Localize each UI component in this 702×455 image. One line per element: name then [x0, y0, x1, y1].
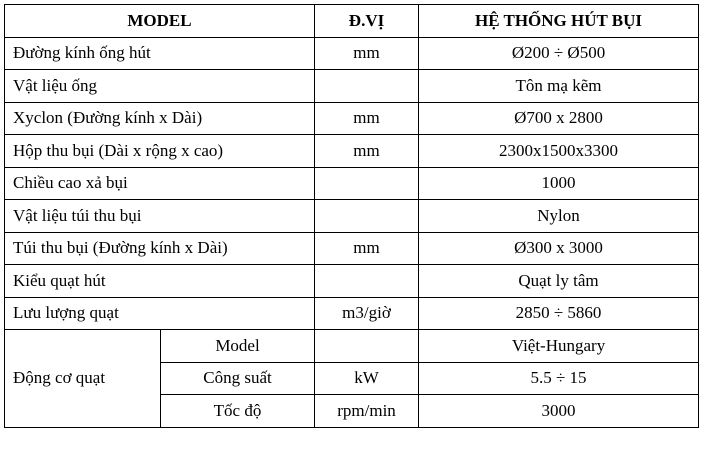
motor-sub-value: 5.5 ÷ 15: [419, 362, 699, 395]
motor-sub-value: 3000: [419, 395, 699, 428]
row-label: Xyclon (Đường kính x Dài): [5, 102, 315, 135]
table-row: [5, 167, 699, 200]
row-unit: [315, 70, 419, 103]
header-unit: Đ.VỊ: [315, 5, 419, 38]
header-row: [5, 5, 699, 38]
row-value: Quạt ly tâm: [419, 265, 699, 298]
row-unit: mm: [315, 232, 419, 265]
table-row: [5, 135, 699, 168]
row-unit: mm: [315, 102, 419, 135]
row-unit: [315, 167, 419, 200]
row-value: Nylon: [419, 200, 699, 233]
row-unit: mm: [315, 135, 419, 168]
row-unit: [315, 200, 419, 233]
table-row: [5, 265, 699, 298]
table-row: [5, 102, 699, 135]
row-value: Tôn mạ kẽm: [419, 70, 699, 103]
row-value: Ø200 ÷ Ø500: [419, 37, 699, 70]
motor-sub-unit: rpm/min: [315, 395, 419, 428]
row-value: 1000: [419, 167, 699, 200]
row-value: 2300x1500x3300: [419, 135, 699, 168]
table-row: [5, 232, 699, 265]
row-value: Ø300 x 3000: [419, 232, 699, 265]
row-value: 2850 ÷ 5860: [419, 297, 699, 330]
row-label: Hộp thu bụi (Dài x rộng x cao): [5, 135, 315, 168]
table-row: [5, 70, 699, 103]
motor-sub-label: Model: [161, 330, 315, 363]
row-label: Chiều cao xả bụi: [5, 167, 315, 200]
motor-sub-unit: kW: [315, 362, 419, 395]
row-unit: m3/giờ: [315, 297, 419, 330]
motor-group-label: Động cơ quạt: [5, 330, 161, 428]
motor-row: [5, 330, 699, 363]
header-system: HỆ THỐNG HÚT BỤI: [419, 5, 699, 38]
header-model: MODEL: [5, 5, 315, 38]
row-label: Lưu lượng quạt: [5, 297, 315, 330]
row-label: Túi thu bụi (Đường kính x Dài): [5, 232, 315, 265]
motor-sub-value: Việt-Hungary: [419, 330, 699, 363]
row-label: Kiểu quạt hút: [5, 265, 315, 298]
table-row: [5, 37, 699, 70]
motor-sub-label: Tốc độ: [161, 395, 315, 428]
motor-sub-label: Công suất: [161, 362, 315, 395]
row-label: Đường kính ống hút: [5, 37, 315, 70]
row-unit: mm: [315, 37, 419, 70]
row-label: Vật liệu túi thu bụi: [5, 200, 315, 233]
motor-sub-unit: [315, 330, 419, 363]
table-row: [5, 200, 699, 233]
row-label: Vật liệu ống: [5, 70, 315, 103]
row-value: Ø700 x 2800: [419, 102, 699, 135]
table-row: [5, 297, 699, 330]
row-unit: [315, 265, 419, 298]
spec-table: [4, 4, 699, 428]
